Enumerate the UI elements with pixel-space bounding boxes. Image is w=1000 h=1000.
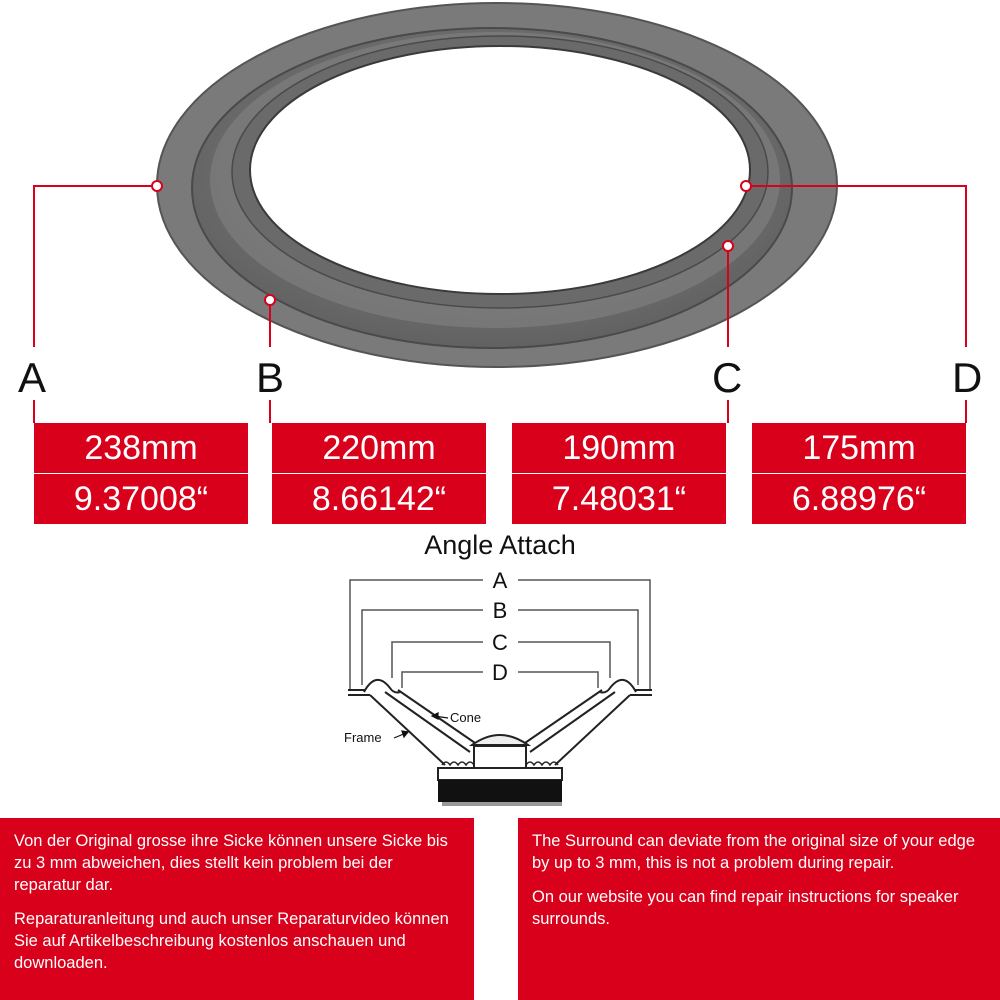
info-english-paragraph-2: On our website you can find repair instructions for speaker surrounds. (532, 888, 959, 928)
measure-point-b (265, 295, 275, 305)
dimension-inch: 6.88976“ (791, 480, 927, 518)
label-b: B (256, 354, 285, 401)
info-german-paragraph-2: Reparaturanleitung und auch unser Reparaturvideo können Sie auf Artikelbeschreibung kostenlos anschauen und downloaden. (14, 910, 449, 972)
dimension-mm: 238mm (84, 429, 198, 467)
measure-point-c (723, 241, 733, 251)
diagram-label-c: C (492, 630, 508, 655)
dimension-inch: 9.37008“ (73, 480, 209, 518)
dimension-box-d (752, 423, 966, 524)
dimension-inch: 8.66142“ (311, 480, 447, 518)
dimension-inch: 7.48031“ (551, 480, 687, 518)
info-english-paragraph-1: The Surround can deviate from the original size of your edge by up to 3 mm, this is not a problem during repair. (532, 832, 976, 872)
dimension-box-a (34, 423, 248, 524)
measure-point-a (152, 181, 162, 191)
frame-label: Frame (344, 730, 382, 745)
diagram-label-d: D (492, 660, 508, 685)
info-panel-german (0, 818, 474, 1000)
label-c: C (712, 354, 743, 401)
dimension-mm: 190mm (562, 429, 676, 467)
label-a: A (18, 354, 47, 401)
dimension-mm: 220mm (322, 429, 436, 467)
diagram-label-a: A (492, 568, 508, 593)
info-german-paragraph-1: Von der Original grosse ihre Sicke können unsere Sicke bis zu 3 mm abweichen, dies stellt kein problem bei der reparatur dar. (14, 832, 448, 894)
angle-attach-diagram (330, 560, 670, 810)
dimension-box-c (512, 423, 726, 524)
dimension-box-b (272, 423, 486, 524)
label-d: D (952, 354, 983, 401)
diagram-label-b: B (492, 598, 508, 623)
diagram-title: Angle Attach (424, 530, 576, 560)
info-panel-english (518, 818, 1000, 1000)
cone-label: Cone (450, 710, 482, 725)
measure-point-d (741, 181, 751, 191)
dimension-mm: 175mm (802, 429, 916, 467)
